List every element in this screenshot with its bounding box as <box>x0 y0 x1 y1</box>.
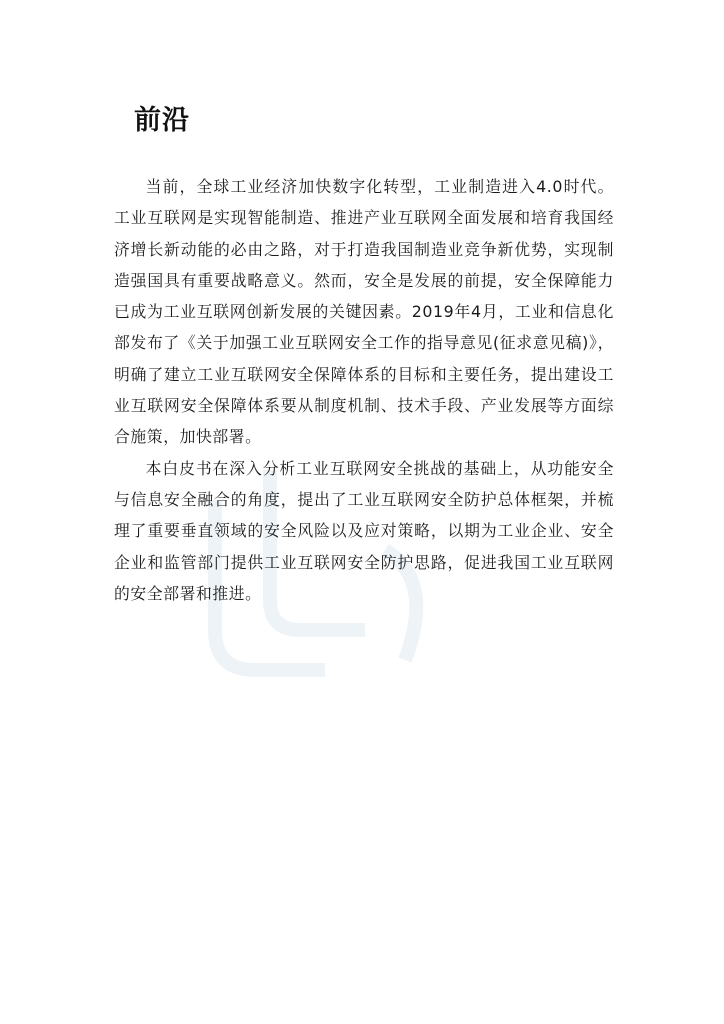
page-title: 前沿 <box>134 105 190 136</box>
paragraph-whitepaper-summary: 本白皮书在深入分析工业互联网安全挑战的基础上，从功能安全与信息安全融合的角度，提出了工业互联网安全防护总体框架，并梳理了重要垂直领域的安全风险以及应对策略，以期为工业企业、安全企业和监管部门提供工业互联网安全防护思路，促进我国工业互联网的安全部署和推进。 <box>114 458 614 603</box>
paragraph-intro: 当前，全球工业经济加快数字化转型，工业制造进入4.0时代。工业互联网是实现智能制造、推进产业互联网全面发展和培育我国经济增长新动能的必由之路，对于打造我国制造业竞争新优势，实现制造强国具有重要战略意义。然而，安全是发展的前提，安全保障能力已成为工业互联网创新发展的关键因素。2019年4月，工业和信息化部发布了《关于加强工业互联网安全工作的指导意见(征求意见稿)》，明确了建立工业互联网安全保障体系的目标和主要任务，提出建设工业互联网安全保障体系要从制度机制、技术手段、产业发展等方面综合施策，加快部署。 <box>114 177 614 447</box>
document-body <box>114 171 614 609</box>
